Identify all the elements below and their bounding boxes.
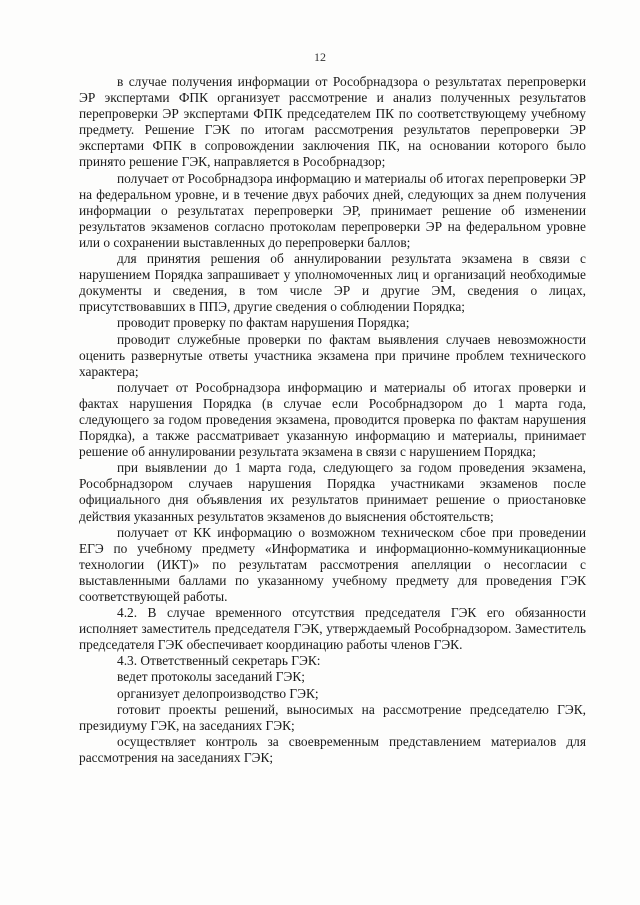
paragraph-rosobrnadzor-recheck-info: в случае получения информации от Рособрнадзора о результатах перепроверки ЭР экспертами ФПК организует рассмотрение и анализ полученных результатов перепроверки ЭР экспертами ФПК председателем ПК по соответствующему учебному предмету. Решение ГЭК по итогам рассмотрения результатов перепроверки ЭР экспертами ФПК в сопровождении заключения ПК, на основании которого было принято решение ГЭК, направляется в Рособрнадзор; xyxy=(79,74,586,170)
paragraph-suspend-results: при выявлении до 1 марта года, следующего за годом проведения экзамена, Рособрнадзором случаев нарушения Порядка участниками экзаменов после официального дня объявления их результатов принимает решение о приостановке действия указанных результатов экзаменов до выяснения обстоятельств; xyxy=(79,460,586,524)
paragraph-check-violations: проводит проверку по фактам нарушения Порядка; xyxy=(117,315,410,331)
paragraph-records-management: организует делопроизводство ГЭК; xyxy=(117,685,319,701)
paragraph-section-4-2: 4.2. В случае временного отсутствия председателя ГЭК его обязанности исполняет заместитель председателя ГЭК, утверждаемый Рособрнадзором. Заместитель председателя ГЭК обеспечивает координацию работы членов ГЭК. xyxy=(79,605,586,653)
paragraph-keeps-minutes: ведет протоколы заседаний ГЭК; xyxy=(117,669,306,685)
paragraph-draft-decisions: готовит проекты решений, выносимых на рассмотрение председателю ГЭК, президиуму ГЭК, на заседаниях ГЭК; xyxy=(79,701,586,733)
document-body xyxy=(79,74,586,766)
paragraph-section-4-3-heading: 4.3. Ответственный секретарь ГЭК: xyxy=(117,653,321,669)
paragraph-control-materials: осуществляет контроль за своевременным представлением материалов для рассмотрения на заседаниях ГЭК; xyxy=(79,733,586,765)
paragraph-request-documents: для принятия решения об аннулировании результата экзамена в связи с нарушением Порядка запрашивает у уполномоченных лиц и организаций необходимые документы и сведения, в том числе ЭР и другие ЭМ, сведения о лицах, присутствовавших в ППЭ, другие сведения о соблюдении Порядка; xyxy=(79,251,586,315)
paragraph-official-inspections: проводит служебные проверки по фактам выявления случаев невозможности оценить развернутые ответы участника экзамена при причине проблем технического характера; xyxy=(79,331,586,379)
paragraph-inspection-results: получает от Рособрнадзора информацию и материалы об итогах проверки и фактах нарушения Порядка (в случае если Рособрнадзором до 1 марта года, следующего за годом проведения экзамена, проводится проверка по фактам нарушения Порядка), а также рассматривает указанную информацию и материалы, принимает решение об аннулировании результата экзамена в связи с нарушением Порядка; xyxy=(79,379,586,460)
page-number: 12 xyxy=(314,50,326,64)
paragraph-federal-recheck-results: получает от Рособрнадзора информацию и материалы об итогах перепроверки ЭР на федеральном уровне, и в течение двух рабочих дней, следующих за днем получения информации о результатах перепроверки ЭР, принимает решение об изменении результатов экзаменов согласно протоколам перепроверки ЭР на федеральном уровне или о сохранении выставленных до перепроверки баллов; xyxy=(79,170,586,250)
paragraph-technical-failure: получает от КК информацию о возможном техническом сбое при проведении ЕГЭ по учебному предмету «Информатика и информационно-коммуникационные технологии (ИКТ)» по результатам рассмотрения апелляции о несогласии с выставленными баллами по указанному учебному предмету для проведения ГЭК соответствующей работы. xyxy=(79,524,586,604)
